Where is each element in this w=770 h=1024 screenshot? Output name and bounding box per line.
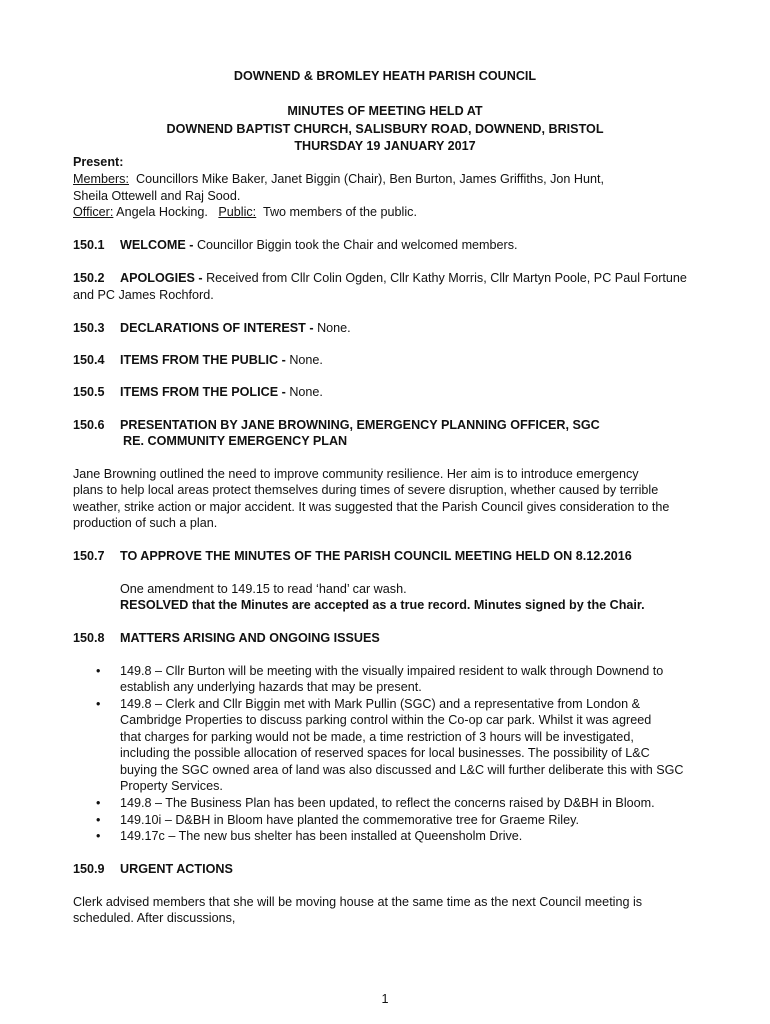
paragraph-line: Clerk advised members that she will be moving house at the same time as the next Council meeting is	[73, 895, 643, 909]
item-heading: TO APPROVE THE MINUTES OF THE PARISH COUNCIL MEETING HELD ON 8.12.2016	[120, 549, 632, 563]
item-welcome	[73, 237, 703, 253]
public-count: Two members of the public.	[256, 205, 417, 219]
paragraph-line: production of such a plan.	[73, 516, 218, 531]
item-text: None.	[289, 385, 323, 399]
item-number: 150.9	[73, 862, 105, 876]
item-heading: DECLARATIONS OF INTEREST -	[120, 321, 318, 335]
officer-label: Officer:	[73, 205, 114, 219]
bullet-icon: •	[96, 813, 101, 827]
list-item-line: 149.8 – Cllr Burton will be meeting with the visually impaired resident to walk through Downend to	[120, 664, 664, 678]
present-label: Present:	[73, 155, 124, 169]
item-number: 150.8	[73, 631, 105, 645]
item-number: 150.7	[73, 549, 105, 563]
page-number: 1	[381, 992, 389, 1006]
item-text: None.	[289, 353, 323, 367]
amendment-text: One amendment to 149.15 to read ‘hand’ car wash.	[120, 582, 407, 596]
apologies-continuation: and PC James Rochford.	[73, 288, 214, 302]
item-text: Received from Cllr Colin Ogden, Cllr Kathy Morris, Cllr Martyn Poole, PC Paul Fortune	[206, 271, 687, 285]
list-item: 149.17c – The new bus shelter has been installed at Queensholm Drive.	[120, 829, 523, 843]
item-number: 150.6	[73, 418, 105, 432]
item-text: None.	[317, 321, 351, 335]
list-item-line: buying the SGC owned area of land was also discussed and L&C will further deliberate this with SGC	[120, 762, 684, 777]
list-item	[120, 663, 720, 696]
officer-name: Angela Hocking.	[113, 205, 219, 219]
list-item-line: Property Services.	[120, 779, 223, 794]
presentation-paragraph	[73, 466, 713, 532]
council-title: DOWNEND & BROMLEY HEATH PARISH COUNCIL	[233, 69, 537, 83]
list-item-line: Cambridge Properties to discuss parking control within the Co-op car park. Whilst it was agreed	[120, 713, 652, 728]
list-item	[120, 696, 720, 794]
paragraph-line: scheduled. After discussions,	[73, 911, 236, 926]
item-heading: MATTERS ARISING AND ONGOING ISSUES	[120, 631, 380, 645]
members-line	[73, 171, 703, 187]
paragraph-line: Jane Browning outlined the need to improve community resilience. Her aim is to introduce emergency	[73, 467, 639, 481]
resolution-text: RESOLVED that the Minutes are accepted as a true record. Minutes signed by the Chair.	[120, 598, 645, 612]
item-apologies	[73, 270, 703, 286]
bullet-icon: •	[96, 697, 101, 711]
item-text: Councillor Biggin took the Chair and welcomed members.	[196, 238, 518, 252]
item-number: 150.2	[73, 271, 105, 285]
item-declarations	[73, 320, 703, 336]
item-police	[73, 384, 703, 400]
item-presentation	[73, 417, 703, 433]
public-label: Public:	[218, 205, 257, 219]
bullet-icon: •	[96, 664, 101, 678]
item-urgent-actions	[73, 861, 703, 877]
minutes-title: MINUTES OF MEETING HELD AT	[287, 104, 483, 118]
item-heading: URGENT ACTIONS	[120, 862, 233, 876]
list-item-line: that charges for parking would not be made, a time restriction of 3 hours will be investigated,	[120, 729, 634, 744]
list-item: 149.10i – D&BH in Bloom have planted the commemorative tree for Graeme Riley.	[120, 813, 579, 827]
item-public	[73, 352, 703, 368]
paragraph-line: weather, strike action or major accident. It was suggested that the Parish Council gives consideration to the	[73, 499, 670, 514]
item-approve-minutes	[73, 548, 703, 564]
item-number: 150.4	[73, 353, 105, 367]
bullet-icon: •	[96, 829, 101, 843]
list-item: 149.8 – The Business Plan has been updated, to reflect the concerns raised by D&BH in Bloom.	[120, 796, 655, 810]
item-number: 150.1	[73, 238, 105, 252]
meeting-date: THURSDAY 19 JANUARY 2017	[294, 139, 476, 153]
item-number: 150.5	[73, 385, 105, 399]
members-label: Members:	[73, 172, 129, 186]
item-number: 150.3	[73, 321, 105, 335]
members-line-2: Sheila Ottewell and Raj Sood.	[73, 189, 241, 203]
item-heading: PRESENTATION BY JANE BROWNING, EMERGENCY PLANNING OFFICER, SGC	[120, 418, 600, 432]
members-list: Councillors Mike Baker, Janet Biggin (Chair), Ben Burton, James Griffiths, Jon Hunt,	[128, 172, 605, 186]
item-heading: APOLOGIES -	[120, 271, 207, 285]
urgent-paragraph	[73, 894, 713, 927]
venue-line: DOWNEND BAPTIST CHURCH, SALISBURY ROAD, DOWNEND, BRISTOL	[166, 122, 604, 136]
list-item-line: including the possible allocation of reserved spaces for local businesses. The possibility of L&C	[120, 746, 650, 761]
paragraph-line: plans to help local areas protect themselves during times of severe disruption, whether caused by terrible	[73, 483, 659, 498]
list-item-line: establish any underlying hazards that may be present.	[120, 680, 422, 695]
officer-line	[73, 204, 703, 220]
item-matters-arising	[73, 630, 703, 646]
item-heading: ITEMS FROM THE POLICE -	[120, 385, 290, 399]
item-heading: ITEMS FROM THE PUBLIC -	[120, 353, 290, 367]
bullet-icon: •	[96, 796, 101, 810]
list-item-line: 149.8 – Clerk and Cllr Biggin met with Mark Pullin (SGC) and a representative from London &	[120, 697, 641, 711]
presentation-subheading: RE. COMMUNITY EMERGENCY PLAN	[123, 434, 348, 448]
item-heading: WELCOME -	[120, 238, 197, 252]
